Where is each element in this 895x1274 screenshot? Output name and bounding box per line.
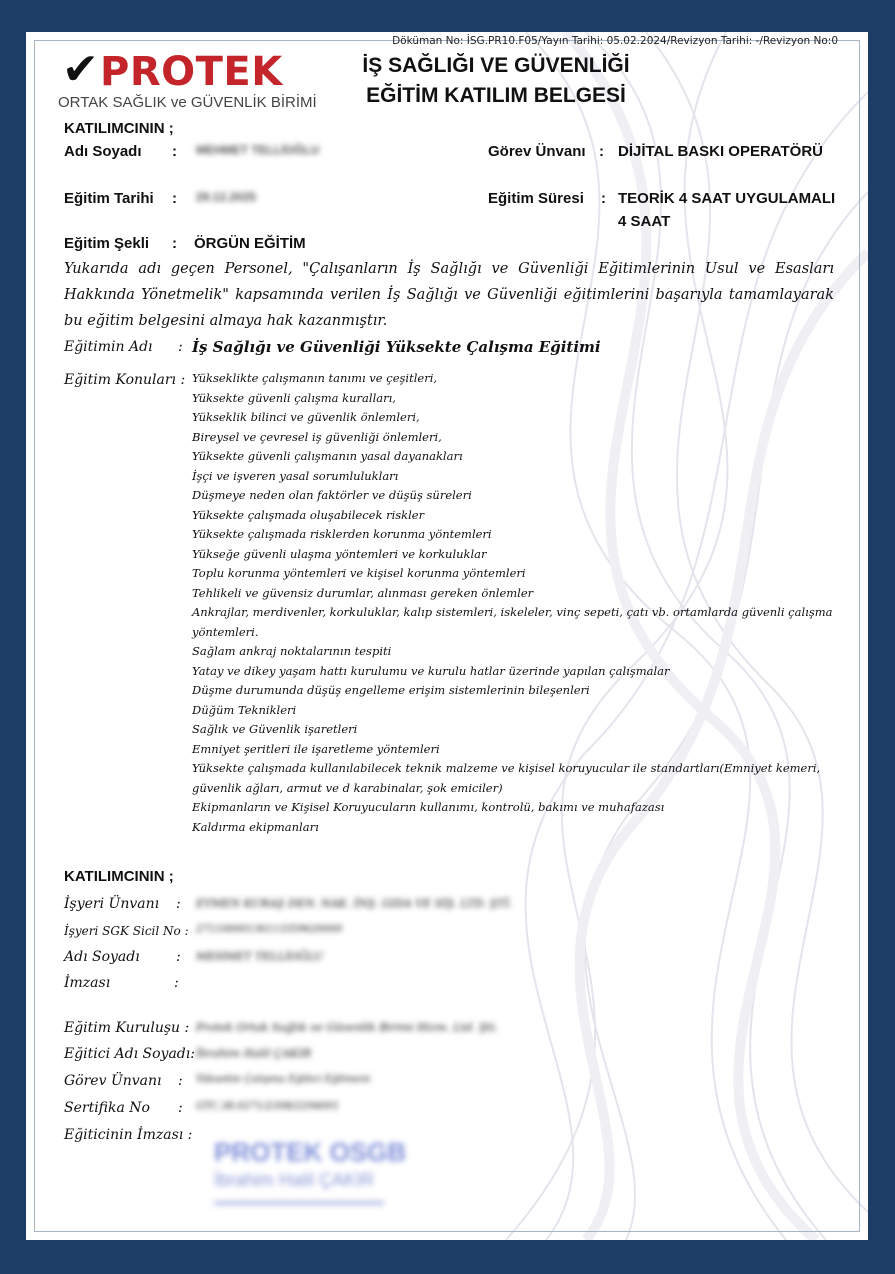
list-item: Yüksekte çalışmada kullanılabilecek teknik malzeme ve kişisel koruyucular ile standartları(Emniyet kemeri, güvenlik ağları, armut ve d karabinalar, şok emiciler) <box>192 761 821 795</box>
date-label: Eğitim Tarihi <box>64 190 154 207</box>
logo-subtitle: ORTAK SAĞLIK ve GÜVENLİK BİRİMİ <box>58 94 317 111</box>
list-item: Yatay ve dikey yaşam hattı kurulumu ve kurulu hatlar üzerinde yapılan çalışmalar <box>192 663 670 678</box>
list-item: Sağlık ve Güvenlik işaretleri <box>192 722 358 736</box>
list-item: Yüksekte güvenli çalışmanın yasal dayanakları <box>192 449 463 463</box>
name-colon: : <box>172 143 177 160</box>
sgk-value: 27110000136113359620000 <box>196 924 343 935</box>
trainer-role-value: Yüksekte Çalışma Eğitici Eğitmeni <box>196 1074 371 1085</box>
duration-value-line1: TEORİK 4 SAAT UYGULAMALI <box>618 190 836 207</box>
title-line1: İŞ SAĞLIĞI VE GÜVENLİĞİ <box>362 54 630 77</box>
training-name-colon: : <box>178 339 183 355</box>
duration-value-line2: 4 SAAT <box>618 213 671 230</box>
cert-label: Sertifika No <box>64 1100 150 1116</box>
duration-label: Eğitim Süresi <box>488 190 584 207</box>
sgk-label: İşyeri SGK Sicil No : <box>64 924 189 938</box>
trainer-role-colon: : <box>178 1073 183 1089</box>
workplace-label: İşyeri Ünvanı <box>64 896 160 912</box>
participant2-name-value: MEHMET TELLİOĞLU <box>196 950 324 963</box>
org-label: Eğitim Kuruluşu : <box>64 1020 190 1036</box>
list-item: Yükseklikte çalışmanın tanımı ve çeşitleri, <box>192 371 438 385</box>
list-item: Düşmeye neden olan faktörler ve düşüş süreleri <box>192 488 472 502</box>
list-item: Yüksekte çalışmada risklerden korunma yöntemleri <box>192 527 492 541</box>
certificate-sheet <box>26 32 868 1240</box>
workplace-value: EYMEN KURAŞ DEN. NAK. İNŞ. GIDA VE SİŞ. LTD. ŞTİ. <box>196 897 513 910</box>
type-colon: : <box>172 235 177 252</box>
duration-colon: : <box>601 190 606 207</box>
type-value: ÖRGÜN EĞİTİM <box>194 235 306 252</box>
name-label: Adı Soyadı <box>64 143 142 160</box>
cert-colon: : <box>178 1100 183 1116</box>
list-item: Yüksekte güvenli çalışma kuralları, <box>192 390 396 405</box>
logo-wordmark: PROTEK <box>100 49 283 95</box>
training-topics-list <box>192 369 836 837</box>
list-item: Yükseklik bilinci ve güvenlik önlemleri, <box>192 410 420 424</box>
role-label: Görev Ünvanı <box>488 143 586 160</box>
date-value: 29.12.2025 <box>196 190 257 204</box>
stamp-image <box>214 1137 424 1217</box>
list-item: Yüksekte çalışmada oluşabilecek riskler <box>192 507 425 522</box>
participant2-sign-label: İmzası <box>64 975 111 991</box>
list-item: Sağlam ankraj noktalarının tespiti <box>192 644 392 658</box>
training-name-label: Eğitimin Adı <box>64 339 153 355</box>
list-item: Düşme durumunda düşüş engelleme erişim sistemlerinin bileşenleri <box>192 683 590 697</box>
list-item: Tehlikeli ve güvensiz durumlar, alınması gereken önlemler <box>192 585 534 600</box>
list-item: Kaldırma ekipmanları <box>192 819 319 834</box>
training-topics-label: Eğitim Konuları : <box>64 372 186 388</box>
participant-name-value: MEHMET TELLİOĞLU <box>196 143 320 157</box>
participant2-sign-colon: : <box>174 975 179 991</box>
participant2-name-label: Adı Soyadı <box>64 949 140 965</box>
title-line2: EĞİTİM KATILIM BELGESİ <box>366 84 626 107</box>
list-item: İşçi ve işveren yasal sorumlulukları <box>192 468 399 483</box>
date-colon: : <box>172 190 177 207</box>
role-colon: : <box>599 143 604 160</box>
role-value: DİJİTAL BASKI OPERATÖRÜ <box>618 143 824 160</box>
stamp-line1: PROTEK OSGB <box>214 1137 407 1167</box>
trainer-name-value: İbrahim Halil ÇAKIR <box>196 1047 312 1060</box>
workplace-colon: : <box>176 896 181 912</box>
list-item: Yükseğe güvenli ulaşma yöntemleri ve korkuluklar <box>192 546 487 561</box>
list-item: Bireysel ve çevresel iş güvenliği önlemleri, <box>192 429 442 444</box>
trainer-role-label: Görev Ünvanı <box>64 1073 162 1089</box>
org-value: Protek Ortak Sağlık ve Güvenlik Birimi Hizm. Ltd. Şti. <box>196 1021 499 1034</box>
list-item: Toplu korunma yöntemleri ve kişisel korunma yöntemleri <box>192 566 526 580</box>
training-name-value: İş Sağlığı ve Güvenliği Yüksekte Çalışma Eğitimi <box>192 338 601 356</box>
document-number: Döküman No: İSG.PR10.F05/Yayın Tarihi: 05.02.2024/Revizyon Tarihi: -/Revizyon No:0 <box>392 35 838 47</box>
list-item: Düğüm Teknikleri <box>192 702 297 717</box>
check-icon: ✔ <box>62 44 99 95</box>
type-label: Eğitim Şekli <box>64 235 150 252</box>
cert-value: GTC.38.0271/2308/2294001 <box>196 1101 340 1112</box>
stamp-underline <box>214 1201 384 1205</box>
certificate-statement: Yukarıda adı geçen Personel, "Çalışanların İş Sağlığı ve Güvenliği Eğitimlerinin Usul ve Esasları Hakkında Yönetmelik" kapsamında verilen İş Sağlığı ve Güvenliği eğitimlerini başarıyla tamamlayarak bu eğitim belgesini almaya hak kazanmıştır. <box>64 261 834 329</box>
participant2-name-colon: : <box>176 949 181 965</box>
participant-section-label: KATILIMCININ ; <box>64 120 174 137</box>
trainer-name-label: Eğitici Adı Soyadı: <box>64 1046 195 1062</box>
list-item: Ankrajlar, merdivenler, korkuluklar, kalıp sistemleri, iskeleler, vinç sepeti, çatı vb. ortamlarda güvenli çalışma yöntemleri. <box>192 605 833 639</box>
list-item: Emniyet şeritleri ile işaretleme yöntemleri <box>192 741 440 756</box>
trainer-sign-label: Eğiticinin İmzası : <box>64 1127 193 1143</box>
list-item: Ekipmanların ve Kişisel Koruyucuların kullanımı, kontrolü, bakımı ve muhafazası <box>192 800 665 814</box>
participant2-section-label: KATILIMCININ ; <box>64 868 174 885</box>
stamp-line2: İbrahim Halil ÇAKIR <box>214 1170 375 1190</box>
